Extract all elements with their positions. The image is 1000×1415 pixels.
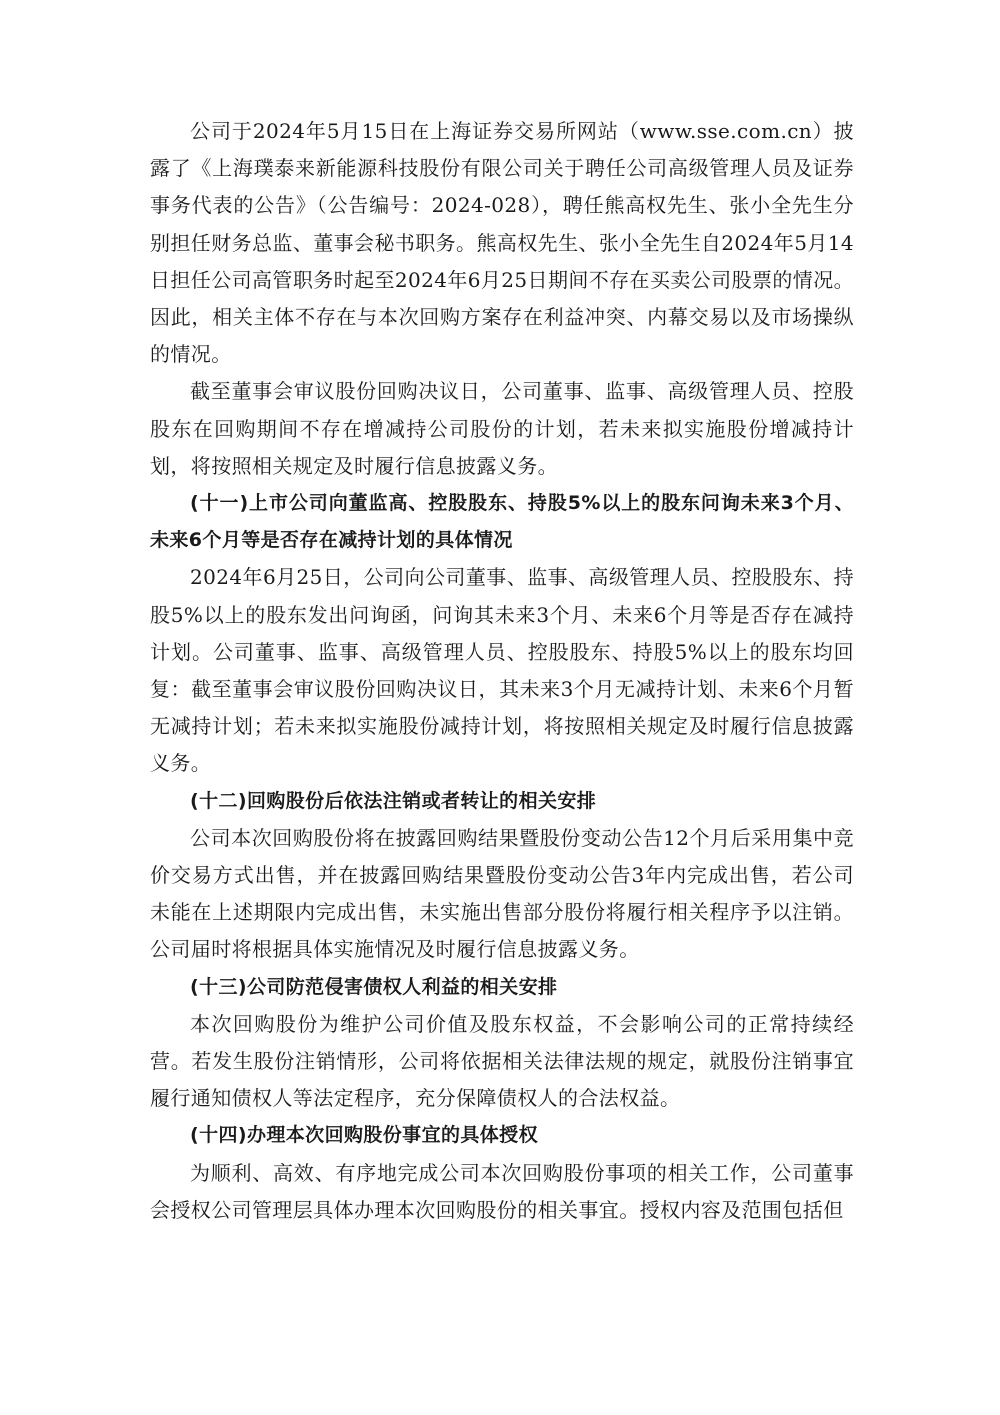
paragraph-officer-appointment: 公司于2024年5月15日在上海证券交易所网站（www.sse.com.cn）披露了《上海璞泰来新能源科技股份有限公司关于聘任公司高级管理人员及证券事务代表的公告》（公告编号：2024-028），聘任熊高权先生、张小全先生分别担任财务总监、董事会秘书职务。熊高权先生、张小全先生自2024年5月14日担任公司高管职务时起至2024年6月25日期间不存在买卖公司股票的情况。因此，相关主体不存在与本次回购方案存在利益冲突、内幕交易以及市场操纵的情况。 [150,119,854,367]
section-heading-14: (十四)办理本次回购股份事宜的具体授权 [190,1124,538,1147]
paragraph-authorization: 为顺利、高效、有序地完成公司本次回购股份事项的相关工作，公司董事会授权公司管理层具体办理本次回购股份的相关事宜。授权内容及范围包括但 [150,1160,854,1222]
section-heading-11: (十一)上市公司向董监高、控股股东、持股5%以上的股东问询未来3个月、未来6个月等是否存在减持计划的具体情况 [150,492,854,552]
paragraph-no-shareholding-change: 截至董事会审议股份回购决议日，公司董事、监事、高级管理人员、控股股东在回购期间不存在增减持公司股份的计划，若未来拟实施股份增减持计划，将按照相关规定及时履行信息披露义务。 [150,379,854,478]
paragraph-creditor-protection: 本次回购股份为维护公司价值及股东权益，不会影响公司的正常持续经营。若发生股份注销情形，公司将依据相关法律法规的规定，就股份注销事宜履行通知债权人等法定程序，充分保障债权人的合法权益。 [150,1011,854,1111]
paragraph-inquiry-reduction-plan: 2024年6月25日，公司向公司董事、监事、高级管理人员、控股股东、持股5%以上的股东发出问询函，问询其未来3个月、未来6个月等是否存在减持计划。公司董事、监事、高级管理人员、控股股东、持股5%以上的股东均回复：截至董事会审议股份回购决议日，其未来3个月无减持计划、未来6个月暂无减持计划；若未来拟实施股份减持计划，将按照相关规定及时履行信息披露义务。 [150,565,854,776]
paragraph-cancellation-transfer: 公司本次回购股份将在披露回购结果暨股份变动公告12个月后采用集中竞价交易方式出售，并在披露回购结果暨股份变动公告3年内完成出售，若公司未能在上述期限内完成出售，未实施出售部分股份将履行相关程序予以注销。公司届时将根据具体实施情况及时履行信息披露义务。 [150,825,854,962]
document-page [150,113,854,1229]
section-heading-12: (十二)回购股份后依法注销或者转让的相关安排 [190,789,597,812]
section-heading-13: (十三)公司防范侵害债权人利益的相关安排 [190,975,558,998]
